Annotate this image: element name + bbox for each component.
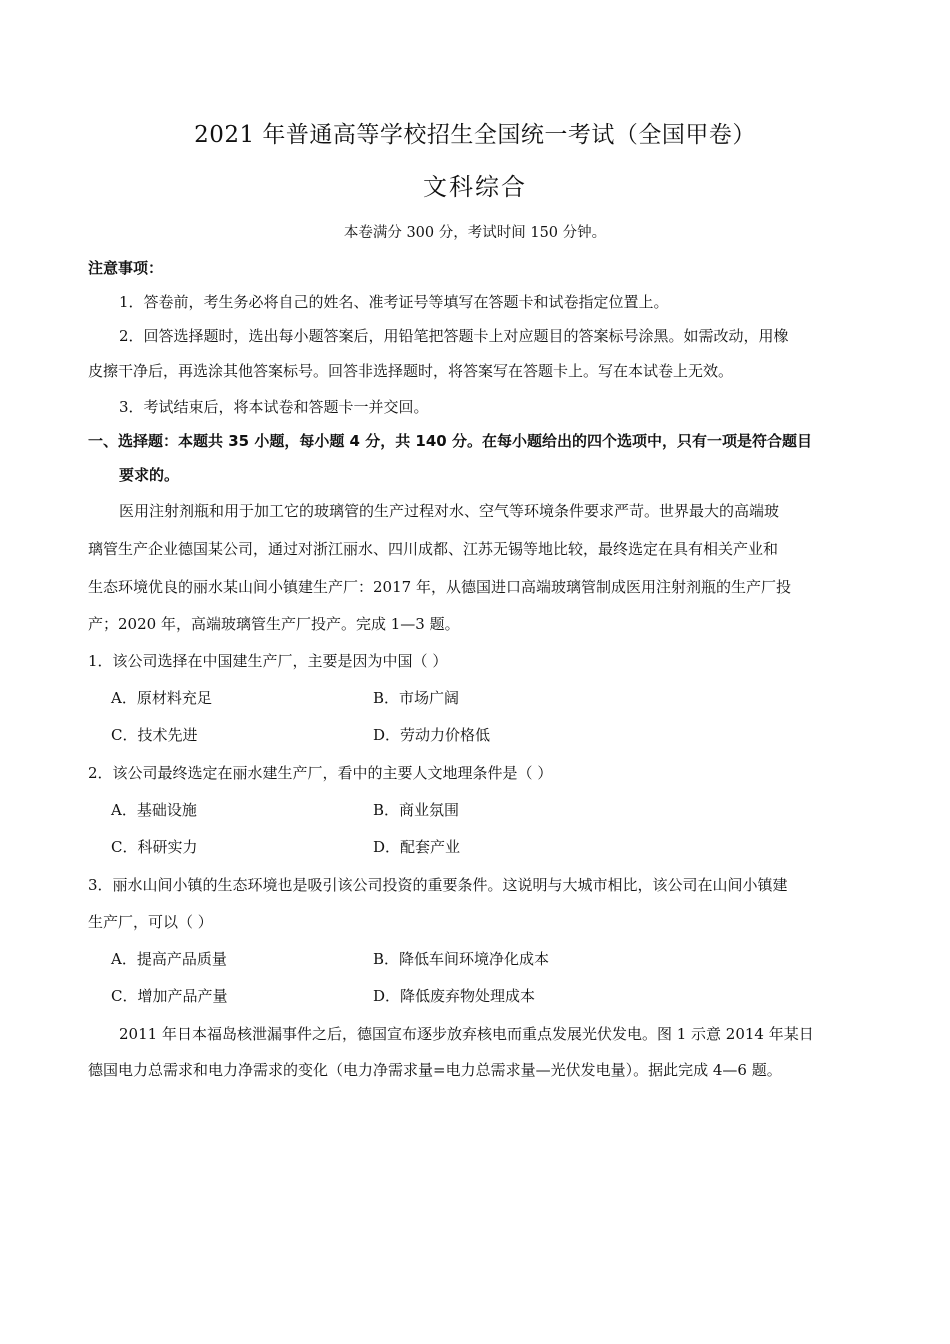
question-1-option-b: B．市场广阔 [373,689,460,707]
exam-title: 2021 年普通高等学校招生全国统一考试（全国甲卷） [194,122,756,148]
question-1-option-d: D．劳动力价格低 [373,726,491,744]
notice-item-2-line-2: 皮擦干净后，再选涂其他答案标号。回答非选择题时，将答案写在答题卡上。写在本试卷上无效。 [88,362,734,380]
exam-subtitle: 文科综合 [423,173,527,201]
question-2-option-b: B．商业氛围 [373,801,460,819]
question-3-stem-line-2: 生产厂，可以（ ） [88,913,213,931]
question-2-option-a: A．基础设施 [111,801,197,819]
notice-item-3: 3．考试结束后，将本试卷和答题卡一并交回。 [119,398,429,416]
question-3-option-a: A．提高产品质量 [111,950,227,968]
notice-heading: 注意事项： [88,259,164,277]
passage-1-line-1: 医用注射剂瓶和用于加工它的玻璃管的生产过程对水、空气等环境条件要求严苛。世界最大的高端玻 [119,502,780,520]
passage-2-line-1: 2011 年日本福岛核泄漏事件之后，德国宣布逐步放弃核电而重点发展光伏发电。图 1 示意 2014 年某日 [119,1025,814,1043]
passage-1-line-4: 产；2020 年，高端玻璃管生产厂投产。完成 1—3 题。 [88,615,460,633]
passage-1-line-3: 生态环境优良的丽水某山间小镇建生产厂：2017 年，从德国进口高端玻璃管制成医用注射剂瓶的生产厂投 [88,578,791,596]
question-2-option-c: C．科研实力 [111,838,198,856]
question-3-option-c: C．增加产品产量 [111,987,228,1005]
question-1-stem: 1．该公司选择在中国建生产厂，主要是因为中国（ ） [88,652,448,670]
notice-item-1: 1．答卷前，考生务必将自己的姓名、准考证号等填写在答题卡和试卷指定位置上。 [119,293,669,311]
question-3-option-b: B．降低车间环境净化成本 [373,950,550,968]
question-1-option-c: C．技术先进 [111,726,198,744]
question-3-stem-line-1: 3．丽水山间小镇的生态环境也是吸引该公司投资的重要条件。这说明与大城市相比，该公司在山间小镇建 [88,876,788,894]
section-heading-line-1: 一、选择题：本题共 35 小题，每小题 4 分，共 140 分。在每小题给出的四个选项中，只有一项是符合题目 [88,432,812,450]
exam-info: 本卷满分 300 分，考试时间 150 分钟。 [343,225,607,241]
notice-item-2-line-1: 2．回答选择题时，选出每小题答案后，用铅笔把答题卡上对应题目的答案标号涂黑。如需改动，用橡 [119,327,789,345]
question-2-option-d: D．配套产业 [373,838,461,856]
question-3-option-d: D．降低废弃物处理成本 [373,987,536,1005]
question-2-stem: 2．该公司最终选定在丽水建生产厂，看中的主要人文地理条件是（ ） [88,764,553,782]
passage-2-line-2: 德国电力总需求和电力净需求的变化（电力净需求量=电力总需求量—光伏发电量）。据此完成 4—6 题。 [88,1061,782,1079]
question-1-option-a: A．原材料充足 [111,689,212,707]
passage-1-line-2: 璃管生产企业德国某公司，通过对浙江丽水、四川成都、江苏无锡等地比较，最终选定在具有相关产业和 [88,540,779,558]
section-heading-line-2: 要求的。 [119,466,180,484]
